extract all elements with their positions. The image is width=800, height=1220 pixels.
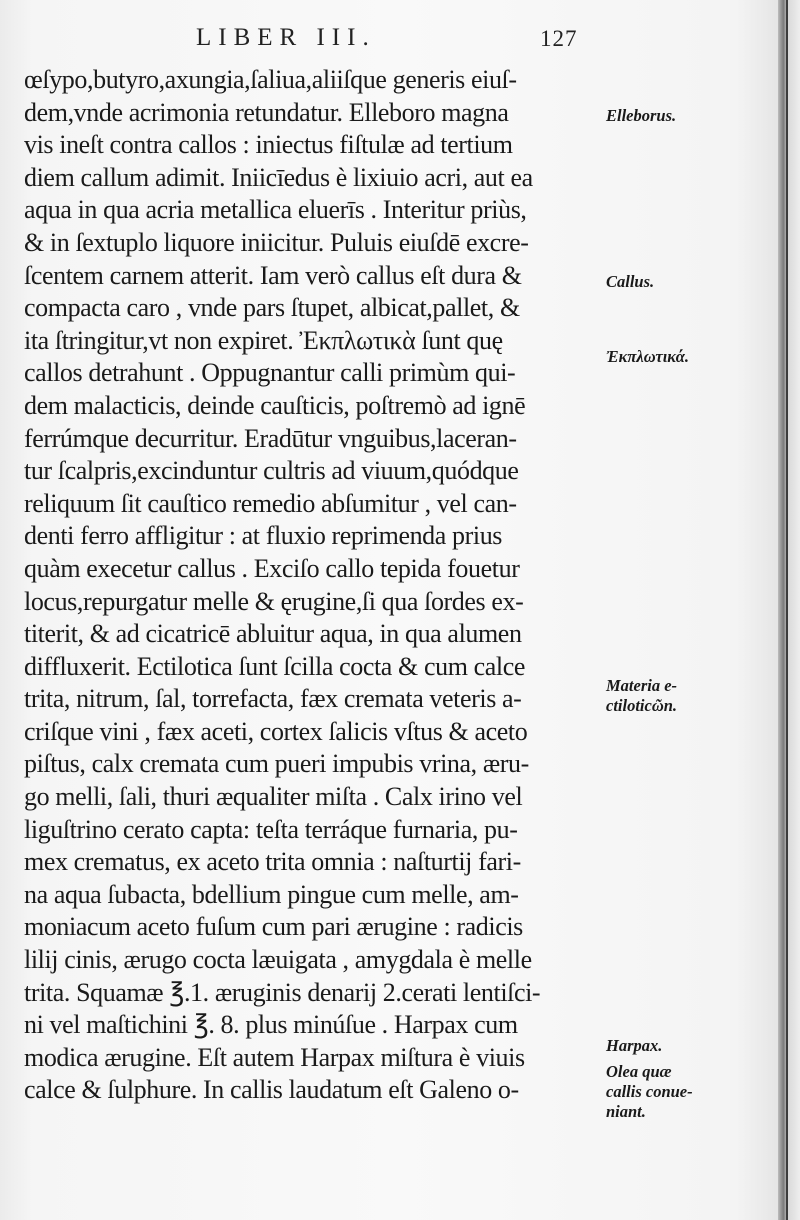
text-line: diem callum adimit. Iniicīedus è lixiuio acri, aut ea — [24, 162, 533, 192]
text-line: compacta caro , vnde pars ſtupet, albicat,pallet, & — [24, 293, 520, 323]
marginal-note-line: Elleborus. — [606, 106, 677, 125]
text-line: trita. Squamæ ℥.1. æruginis denarij 2.cerati lentiſci- — [24, 977, 541, 1007]
marginal-note-callus — [606, 272, 654, 292]
text-line: mex crematus, ex aceto trita omnia : naſturtij fari- — [24, 847, 521, 877]
marginal-note-line: callis conue- — [606, 1082, 693, 1101]
text-line: lilij cinis, ærugo cocta læuigata , amygdala è melle — [24, 945, 532, 975]
text-line: tur ſcalpris,excinduntur cultris ad viuum,quódque — [24, 456, 519, 486]
text-line: reliquum ſit cauſtico remedio abſumitur , vel can- — [24, 488, 517, 518]
marginal-note-elleborus — [606, 106, 676, 126]
running-head: LIBER III. — [196, 24, 376, 51]
text-line: ni vel maſtichini ℥. 8. plus minúſue . Harpax cum — [24, 1010, 518, 1040]
page-header — [0, 18, 780, 58]
text-line: titerit, & ad cicatricē abluitur aqua, in qua alumen — [24, 619, 522, 649]
page-gutter-shadow — [778, 0, 800, 1220]
text-line: & in ſextuplo liquore iniicitur. Puluis eiuſdē excre- — [24, 227, 529, 257]
text-line: locus,repurgatur melle & ęrugine,ſi qua ſordes ex- — [24, 586, 524, 616]
text-line: dem,vnde acrimonia retundatur. Elleboro magna — [24, 97, 509, 127]
marginal-note-line: niant. — [606, 1102, 646, 1121]
text-line: ferrúmque decurritur. Eradūtur vnguibus,laceran- — [24, 423, 517, 453]
text-line: quàm execetur callus . Exciſo callo tepida fouetur — [24, 553, 520, 583]
marginal-note-olea — [606, 1062, 693, 1122]
text-line: ita ſtringitur,vt non expiret. Ἐκπλωτικὰ ſunt quę — [24, 325, 503, 355]
text-line: na aqua ſubacta, bdellium pingue cum melle, am- — [24, 879, 519, 909]
marginal-note-materia — [606, 676, 677, 716]
text-line: diffluxerit. Ectilotica ſunt ſcilla cocta & cum calce — [24, 651, 525, 681]
text-line: criſque vini , fæx aceti, cortex ſalicis vſtus & aceto — [24, 716, 528, 746]
main-text-block — [24, 64, 614, 1107]
page-edge-line — [786, 0, 788, 1220]
marginal-note-line: Callus. — [606, 272, 655, 291]
marginal-note-ekplotika — [606, 347, 689, 367]
text-line: callos detrahunt . Oppugnantur calli primùm qui- — [24, 358, 516, 388]
text-line: denti ferro affligitur : at fluxio reprimenda prius — [24, 521, 503, 551]
marginal-note-line: Olea quæ — [606, 1062, 672, 1081]
marginal-note-line: ctiloticῶn. — [606, 696, 678, 715]
text-line: aqua in qua acria metallica eluerīs . Interitur priùs, — [24, 195, 527, 225]
text-line: dem malacticis, deinde cauſticis, poſtremò ad ignē — [24, 390, 526, 420]
text-line: ſcentem carnem atterit. Iam verò callus eſt dura & — [24, 260, 522, 290]
text-line: moniacum aceto fuſum cum pari ærugine : radicis — [24, 912, 523, 942]
page-number: 127 — [540, 26, 578, 51]
marginal-note-line: Ἐκπλωτικά. — [606, 347, 689, 366]
text-line: vis ineſt contra callos : iniectus fiſtulæ ad tertium — [24, 130, 513, 160]
text-line: go melli, ſali, thuri æqualiter miſta . Calx irino vel — [24, 782, 523, 812]
text-line: calce & ſulphure. In callis laudatum eſt Galeno o- — [24, 1075, 519, 1105]
text-line: œſypo,butyro,axungia,ſaliua,aliiſque generis eiuſ- — [24, 65, 517, 94]
marginal-note-line: Harpax. — [606, 1036, 663, 1055]
text-line: piſtus, calx cremata cum pueri impubis vrina, æru- — [24, 749, 529, 779]
marginal-note-line: Materia e- — [606, 676, 678, 695]
text-line: liguſtrino cerato capta: teſta terráque furnaria, pu- — [24, 814, 518, 844]
text-line: trita, nitrum, ſal, torrefacta, fæx cremata veteris a- — [24, 684, 522, 714]
marginal-note-harpax — [606, 1036, 662, 1056]
text-line: modica ærugine. Eſt autem Harpax miſtura è viuis — [24, 1042, 525, 1072]
